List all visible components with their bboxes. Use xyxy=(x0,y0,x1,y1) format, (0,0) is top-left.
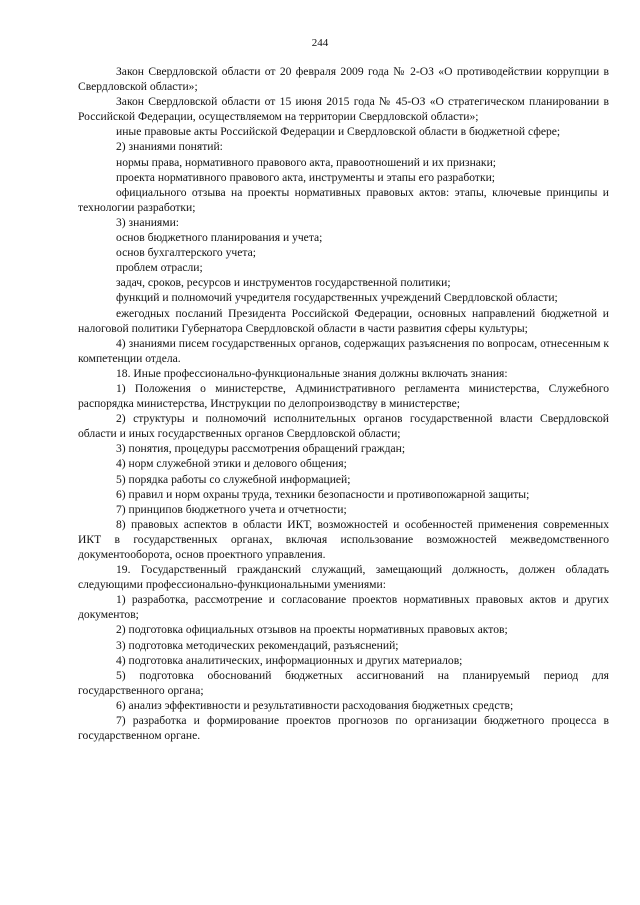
paragraph: 3) подготовка методических рекомендаций, разъяснений; xyxy=(116,638,399,652)
paragraph: 2) структуры и полномочий исполнительных органов государственной власти Свердловской области и иных государственных органов Свердловской области; xyxy=(78,412,609,441)
paragraph: 2) подготовка официальных отзывов на проекты нормативных правовых актов; xyxy=(116,623,508,637)
paragraph: 6) анализ эффективности и результативности расходования бюджетных средств; xyxy=(116,698,514,712)
paragraph: 5) подготовка обоснований бюджетных ассигнований на планируемый период для государственного органа; xyxy=(78,668,609,697)
paragraph: 3) понятия, процедуры рассмотрения обращений граждан; xyxy=(116,442,406,456)
paragraph: 4) знаниями писем государственных органов, содержащих разъяснения по вопросам, отнесенным к компетенции отдела. xyxy=(78,336,609,365)
paragraph: 2) знаниями понятий: xyxy=(116,140,223,154)
paragraph: 3) знаниями: xyxy=(116,215,179,229)
paragraph: 1) Положения о министерстве, Административного регламента министерства, Служебного распорядка министерства, Инструкции по делопроизводству в министерстве; xyxy=(78,381,609,411)
paragraph: 19. Государственный гражданский служащий, замещающий должность, должен обладать следующими профессионально-функциональными умениями: xyxy=(78,563,609,592)
paragraph: 7) разработка и формирование проектов прогнозов по организации бюджетного процесса в государственном органе. xyxy=(78,714,609,743)
document-body xyxy=(78,64,609,743)
paragraph: Закон Свердловской области от 20 февраля 2009 года № 2-ОЗ «О противодействии коррупции в Свердловской области»; xyxy=(78,65,609,94)
paragraph: 8) правовых аспектов в области ИКТ, возможностей и особенностей применения современных ИКТ в государственных органах, включая использование возможностей межведомственного документооборота, основ проектного управления. xyxy=(78,517,609,561)
paragraph: 4) подготовка аналитических, информационных и других материалов; xyxy=(116,653,463,667)
paragraph: проекта нормативного правового акта, инструменты и этапы его разработки; xyxy=(116,170,496,184)
paragraph: 4) норм служебной этики и делового общения; xyxy=(116,457,347,471)
paragraph: основ бюджетного планирования и учета; xyxy=(116,231,323,245)
paragraph: проблем отрасли; xyxy=(116,261,203,275)
paragraph: иные правовые акты Российской Федерации и Свердловской области в бюджетной сфере; xyxy=(116,125,561,139)
paragraph: основ бухгалтерского учета; xyxy=(116,246,256,260)
paragraph: задач, сроков, ресурсов и инструментов государственной политики; xyxy=(116,276,451,290)
paragraph: функций и полномочий учредителя государственных учреждений Свердловской области; xyxy=(116,291,558,305)
paragraph: 18. Иные профессионально-функциональные знания должны включать знания: xyxy=(116,366,508,380)
paragraph: 7) принципов бюджетного учета и отчетности; xyxy=(116,502,347,516)
paragraph: официального отзыва на проекты нормативных правовых актов: этапы, ключевые принципы и технологии разработки; xyxy=(78,185,609,214)
paragraph: ежегодных посланий Президента Российской Федерации, основных направлений бюджетной и налоговой политики Губернатора Свердловской области в части развития сферы культуры; xyxy=(78,306,609,335)
paragraph: 6) правил и норм охраны труда, техники безопасности и противопожарной защиты; xyxy=(116,487,530,501)
paragraph: нормы права, нормативного правового акта, правоотношений и их признаки; xyxy=(116,155,496,169)
paragraph: Закон Свердловской области от 15 июня 2015 года № 45-ОЗ «О стратегическом планировании в Российской Федерации, осуществляемом на территории Свердловской области»; xyxy=(78,95,609,124)
page-number: 244 xyxy=(311,37,329,49)
paragraph: 1) разработка, рассмотрение и согласование проектов нормативных правовых актов и других документов; xyxy=(78,593,609,622)
paragraph: 5) порядка работы со служебной информацией; xyxy=(116,472,351,486)
